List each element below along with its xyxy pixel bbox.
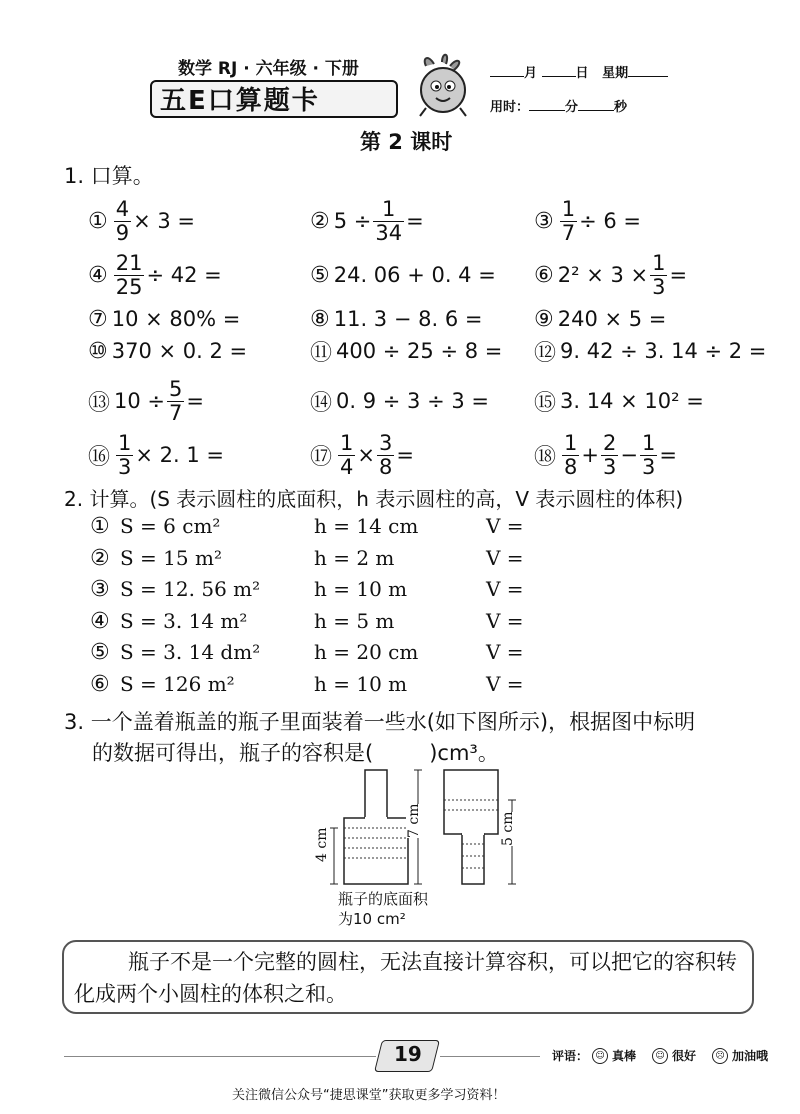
problem-number: ⑦: [88, 306, 108, 332]
section1-title: 1. 口算。: [64, 164, 154, 188]
problem-item: ⑰ $\frac{1}{4}$ × $\frac{3}{8}$ =: [310, 431, 414, 479]
problem-expr: 11. 3 − 8. 6 =: [333, 307, 483, 331]
problem-number: ⑮: [534, 390, 557, 416]
problem-tail: =: [669, 263, 688, 287]
promo-text: 关注微信公众号“捷思课堂”获取更多学习资料！: [232, 1088, 506, 1103]
rating-bar: 评语： ☺ 真棒 ☺ 很好 ☹ 加油哦: [552, 1049, 769, 1063]
problem-expr: 10 ÷: [114, 389, 166, 413]
footer-divider-right: [440, 1056, 540, 1057]
smile-face-icon[interactable]: ☺: [652, 1048, 668, 1064]
grin-face-icon[interactable]: ☺: [592, 1048, 608, 1064]
page-number: 19: [394, 1042, 422, 1066]
height: h = 10 m: [314, 577, 408, 601]
dim-label-4cm: 4 cm: [314, 827, 330, 862]
problem-number: ③: [534, 208, 554, 234]
fraction: $\frac{2}{3}$: [603, 431, 617, 479]
problem-number: ⑱: [534, 444, 557, 470]
fraction: $\frac{1}{34}$: [375, 197, 403, 245]
problem-number: ⑯: [88, 444, 111, 470]
fraction: $\frac{1}{3}$: [641, 431, 656, 479]
volume-row: [0, 577, 800, 607]
problem-number: ②: [310, 208, 330, 234]
problem-expr: 5 ÷: [333, 209, 372, 233]
problem-item: [534, 198, 641, 244]
problem-item: [88, 338, 247, 364]
fraction: $\frac{3}{8}$: [379, 431, 393, 479]
problem-number: ⑥: [534, 262, 554, 288]
fraction: $\frac{1}{8}$: [564, 431, 578, 479]
problem-expr: 10 × 80% =: [111, 307, 241, 331]
problem-expr: 24. 06 + 0. 4 =: [333, 263, 496, 287]
problem-number: ⑩: [88, 338, 108, 364]
problem-expr: 2² × 3 ×: [557, 263, 649, 287]
problem-item: [88, 198, 195, 244]
fraction: $\frac{21}{25}$: [115, 251, 143, 299]
problem-item: [88, 252, 222, 298]
row-number: ③: [90, 577, 110, 602]
problem-item: [310, 338, 502, 364]
row-number: ④: [90, 608, 110, 634]
fraction: $\frac{5}{7}$: [169, 377, 183, 425]
problem-item: [88, 378, 204, 424]
problem-tail: =: [186, 389, 204, 413]
problem-number: ①: [88, 208, 108, 234]
card-title: 五E口算题卡: [160, 86, 320, 116]
volume-row: [0, 640, 800, 670]
row-number: ①: [90, 514, 110, 539]
row-number: ②: [90, 545, 110, 571]
problem-item: [534, 252, 687, 298]
height: h = 5 m: [314, 608, 395, 633]
height: h = 2 m: [314, 545, 395, 570]
problem-item: [534, 338, 766, 364]
problem-tail: × 3 =: [133, 209, 196, 233]
section3-line1: 3. 一个盖着瓶盖的瓶子里面装着一些水(如下图所示)，根据图中标明: [64, 710, 696, 734]
dim-label-7cm: 7 cm: [406, 803, 422, 838]
section2-title: 2. 计算。(S 表示圆柱的底面积，h 表示圆柱的高，V 表示圆柱的体积): [64, 487, 684, 511]
footer-divider-left: [64, 1056, 376, 1057]
problem-number: ⑬: [88, 390, 111, 416]
problem-tail: × 2. 1 =: [135, 443, 225, 467]
base-area: S = 12. 56 m²: [120, 577, 261, 601]
volume-answer[interactable]: V =: [486, 545, 524, 570]
base-area: S = 3. 14 m²: [120, 608, 248, 633]
fraction: $\frac{1}{3}$: [652, 251, 666, 299]
fraction: $\frac{1}{4}$: [340, 431, 354, 479]
tip-text: 瓶子不是一个完整的圆柱，无法直接计算容积，可以把它的容积转化成两个小圆柱的体积之和。: [74, 950, 737, 1006]
base-area: S = 6 cm²: [120, 514, 221, 538]
problem-number: ⑭: [310, 390, 333, 416]
dim-label-5cm: 5 cm: [500, 811, 516, 846]
problem-item: [310, 252, 496, 298]
book-series: 数学 RJ · 六年级 · 下册: [178, 59, 359, 79]
volume-row: [0, 514, 800, 544]
problem-number: ⑧: [310, 306, 330, 332]
problem-item: ⑱ $\frac{1}{8}$ + $\frac{2}{3}$ − $\frac{1}{3}$ =: [534, 431, 677, 479]
problem-item: [88, 306, 240, 332]
problem-number: ⑤: [310, 262, 330, 288]
bottle-caption-1: 瓶子的底面积: [338, 890, 429, 908]
problem-expr: 9. 42 ÷ 3. 14 ÷ 2 =: [560, 339, 767, 363]
date-line: 月 日 星期: [490, 62, 668, 81]
problem-item: [534, 378, 704, 424]
problem-number: ⑫: [534, 340, 557, 366]
mascot-icon: [412, 50, 474, 120]
problem-item: [534, 306, 666, 332]
volume-row: [0, 609, 800, 639]
problem-expr: 400 ÷ 25 ÷ 8 =: [336, 339, 503, 363]
problem-tail: ÷ 42 =: [146, 263, 222, 287]
fraction: $\frac{1}{3}$: [118, 431, 132, 479]
problem-item: [310, 198, 424, 244]
cheer-face-icon[interactable]: ☹: [712, 1048, 728, 1064]
volume-row: [0, 546, 800, 576]
fraction: $\frac{1}{7}$: [561, 197, 576, 245]
problem-number: ⑪: [310, 340, 333, 366]
height: h = 10 m: [314, 671, 408, 696]
problem-number: ⑨: [534, 306, 554, 332]
lesson-title: 第 2 课时: [360, 130, 453, 154]
problem-expr: 370 × 0. 2 =: [111, 339, 248, 363]
problem-item: [310, 378, 489, 424]
volume-answer[interactable]: V =: [486, 577, 524, 601]
volume-row: [0, 672, 800, 702]
volume-answer[interactable]: V =: [486, 640, 524, 664]
volume-answer[interactable]: V =: [486, 608, 524, 633]
problem-item: [310, 306, 482, 332]
fraction: $\frac{4}{9}$: [115, 197, 130, 245]
problem-expr: 3. 14 × 10² =: [560, 389, 704, 413]
row-number: ⑤: [90, 640, 110, 665]
base-area: S = 126 m²: [120, 671, 235, 696]
time-line: 用时： 分 秒: [490, 100, 628, 115]
problem-number: ④: [88, 262, 108, 288]
volume-answer[interactable]: V =: [486, 671, 524, 696]
volume-answer[interactable]: V =: [486, 514, 524, 538]
section3-line2: 的数据可得出，瓶子的容积是( )cm³。: [92, 741, 499, 765]
bottle-caption-2: 为10 cm²: [338, 910, 406, 928]
problem-tail: ÷ 6 =: [579, 209, 642, 233]
problem-item: [88, 432, 224, 478]
height: h = 14 cm: [314, 514, 419, 538]
problem-number: ⑰: [310, 444, 333, 470]
row-number: ⑥: [90, 671, 110, 697]
base-area: S = 3. 14 dm²: [120, 640, 261, 664]
problem-expr: 240 × 5 =: [557, 307, 667, 331]
height: h = 20 cm: [314, 640, 419, 664]
base-area: S = 15 m²: [120, 545, 222, 570]
problem-expr: 0. 9 ÷ 3 ÷ 3 =: [336, 389, 489, 413]
problem-tail: =: [406, 209, 424, 233]
